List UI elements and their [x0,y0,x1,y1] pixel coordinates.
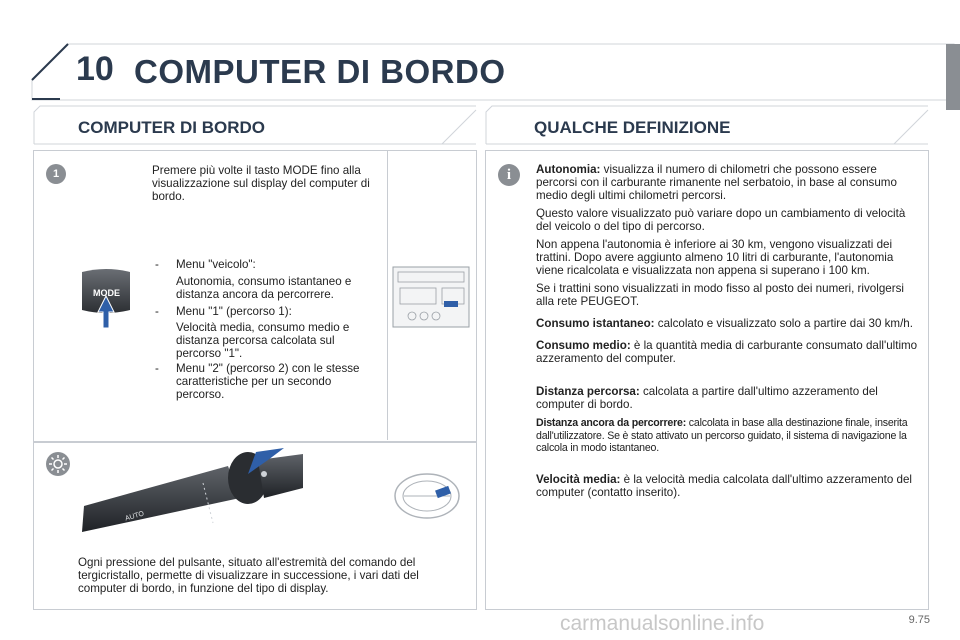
intro-text: Premere più volte il tasto MODE fino alla visualizzazione sul display del computer di bordo. [152,164,370,203]
velocita-media-text: è la velocità media calcolata dall'ultimo azzeramento del computer (contatto inserito). [536,472,912,499]
info-icon: i [498,164,520,186]
left-panel-divider [387,150,388,440]
page-number: 9.75 [908,614,930,626]
menu-item-2-dash: - [155,305,159,318]
menu-item-1-title: Menu "veicolo": [176,258,256,271]
left-section-title: COMPUTER DI BORDO [78,118,265,137]
distanza-percorsa-text: calcolata a partire dall'ultimo azzeramento del computer di bordo. [536,385,878,411]
step-number-badge: 1 [46,164,66,184]
menu-item-1-desc: Autonomia, consumo istantaneo e distanza ancora da percorrere. [176,275,352,301]
autonomia-p1: visualizza il numero di chilometri che possono essere percorsi con il carburante rimanente nel serbatoio, in base al consumo medio degli ultimi chilometri percorsi. [536,163,897,202]
menu-item-2-title: Menu "1" (percorso 1): [176,305,292,318]
autonomia-p4: Se i trattini sono visualizzati in modo fisso al posto dei numeri, rivolgersi alla rete PEUGEOT. [536,282,904,308]
consumo-istantaneo-text: calcolato e visualizzato solo a partire dai 30 km/h. [657,317,913,330]
consumo-istantaneo-label: Consumo istantaneo: [536,317,655,330]
chapter-number: 10 [76,50,114,88]
consumo-medio-label: Consumo medio: [536,339,631,352]
distanza-ancora-label: Distanza ancora da percorrere: [536,417,687,429]
light-icon [46,452,70,476]
menu-item-3-title: Menu "2" (percorso 2) con le stesse caratteristiche per un secondo percorso. [176,362,360,401]
mode-button-illustration [80,268,132,330]
velocita-media-label: Velocità media: [536,472,621,486]
right-section-title: QUALCHE DEFINIZIONE [534,118,731,137]
menu-item-2-desc: Velocità media, consumo medio e distanza percorsa calcolata sul percorso "1". [176,321,350,360]
bottom-text: Ogni pressione del pulsante, situato all'estremità del comando del tergicristallo, permette di visualizzare in successione, i vari dati del computer di bordo, in funzione del tipo di display. [78,556,419,595]
autonomia-p2: Questo valore visualizzato può variare dopo un cambiamento di velocità del veicolo o del tipo di percorso. [536,207,906,233]
page-title: COMPUTER DI BORDO [134,53,506,90]
definitions-text [536,163,920,504]
distanza-ancora-text: calcolata in base alla destinazione finale, inserita dall'utilizzatore. Se è stato attivato un percorso guidato, il sistema di navigazione la calcola in modo istantaneo. [536,417,908,454]
autonomia-p3: Non appena l'autonomia è inferiore ai 30 km, vengono visualizzati dei trattini. Dopo avere aggiunto almeno 10 litri di carburante, l'autonomia viene ricalcolata e visualizzata non appena si superano i 100 km. [536,238,894,277]
autonomia-label: Autonomia: [536,163,601,176]
menu-item-1-dash: - [155,258,159,271]
blue-arrow-icon [246,448,286,478]
menu-item-3-dash: - [155,362,159,375]
distanza-percorsa-label: Distanza percorsa: [536,385,640,398]
stalk-auto-label: AUTO [124,510,145,523]
steering-wheel-icon [392,470,462,522]
consumo-medio-text: è la quantità media di carburante consumato dall'ultimo azzeramento del computer. [536,339,918,365]
watermark: carmanualsonline.info [560,612,765,635]
mode-button-label: MODE [93,288,120,298]
dashboard-radio-illustration [392,266,470,328]
